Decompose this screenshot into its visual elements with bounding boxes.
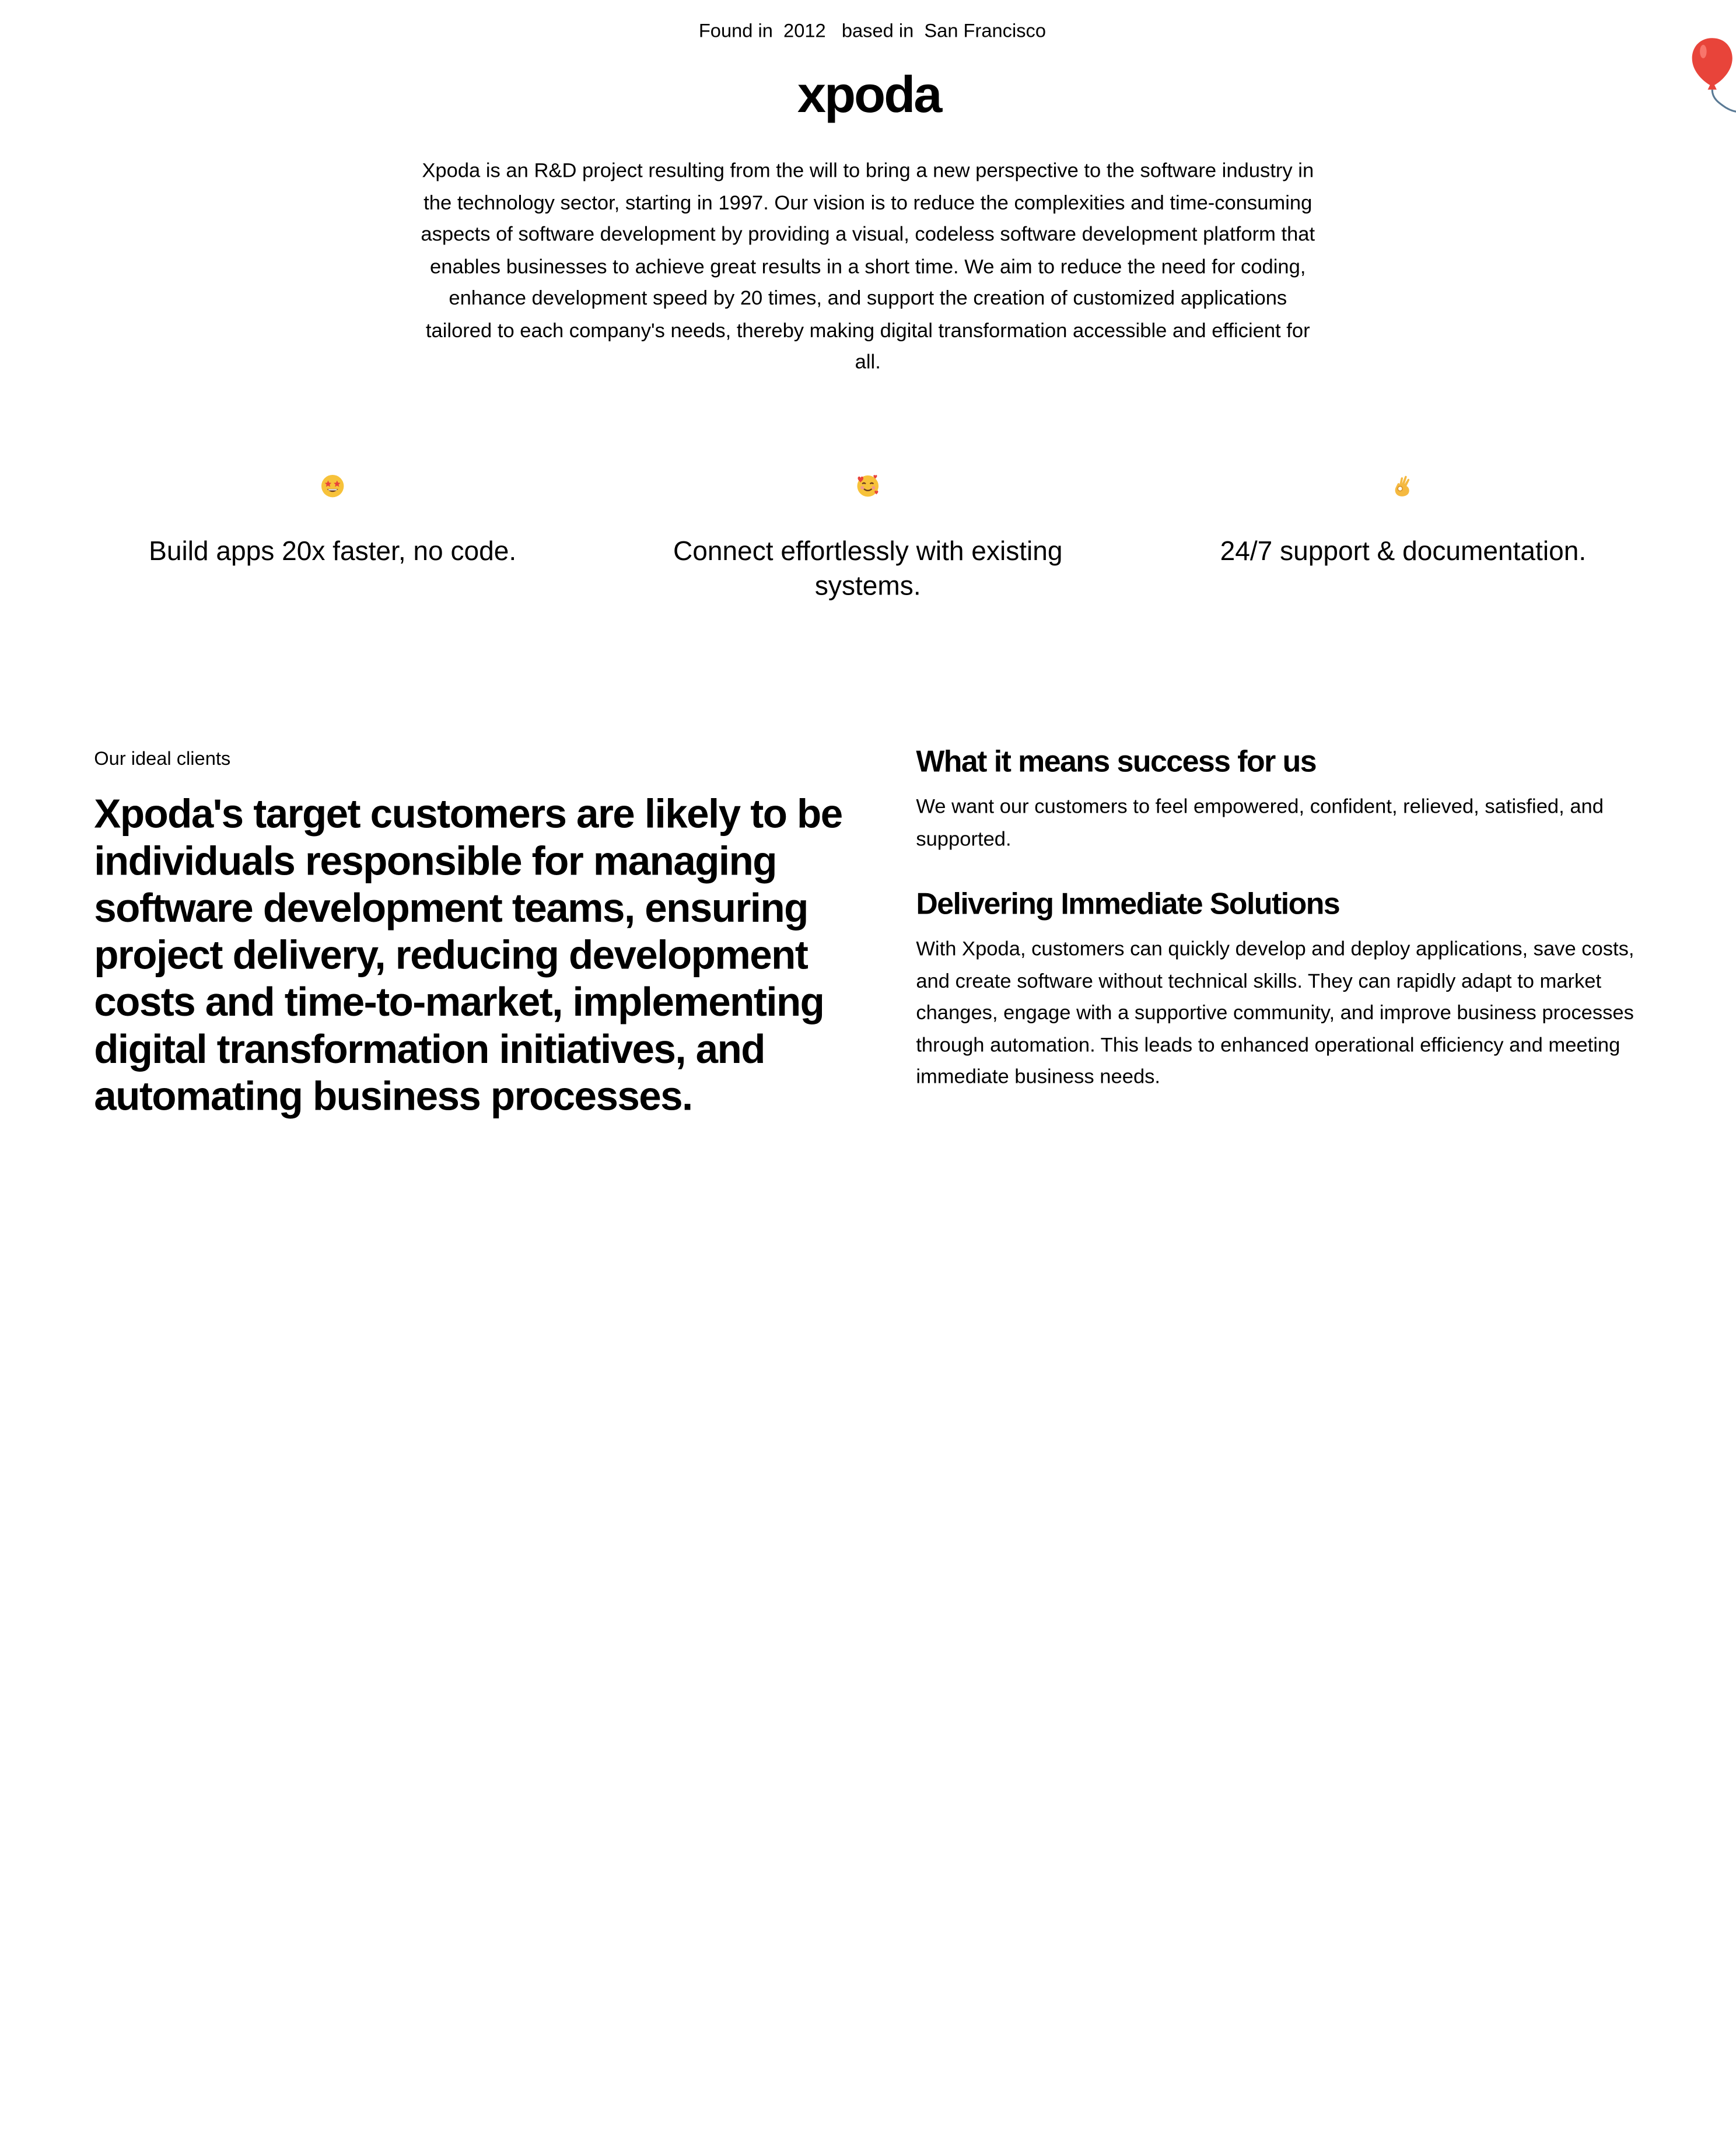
founded-label: Found in <box>698 20 773 42</box>
founded-year: 2012 <box>783 20 826 42</box>
based-label: based in <box>841 20 914 42</box>
feature-text: Build apps 20x faster, no code. <box>149 536 517 567</box>
feature-text: Connect effortlessly with existing systems. <box>673 536 1063 601</box>
city: San Francisco <box>924 20 1046 42</box>
star-struck-emoji-icon <box>320 474 345 498</box>
clients-headline: Xpoda's target customers are likely to be individuals responsible for managing software development teams, ensuring project delivery, reducing development costs and time-to-market, implementing digital transformation initiatives, and automating business processes. <box>94 791 842 1119</box>
founded-info <box>0 20 1736 43</box>
balloon-icon <box>1689 36 1736 116</box>
success-text: We want our customers to feel empowered, confident, relieved, satisfied, and supported. <box>916 795 1604 850</box>
smiling-face-with-hearts-emoji-icon <box>856 474 880 498</box>
feature-item <box>1168 474 1638 569</box>
solutions-heading: Delivering Immediate Solutions <box>916 887 1340 921</box>
ok-hand-emoji-icon <box>1391 474 1415 498</box>
feature-item <box>633 474 1103 604</box>
success-heading: What it means success for us <box>916 744 1317 779</box>
success-section <box>916 742 1655 1093</box>
solutions-text: With Xpoda, customers can quickly develop and deploy applications, save costs, and create software without technical skills. They can rapidly adapt to market changes, engage with a supportive community, and improve business processes through automation. This leads to enhanced operational efficiency and meeting immediate business needs. <box>916 937 1634 1088</box>
feature-item <box>97 474 568 569</box>
feature-text: 24/7 support & documentation. <box>1220 536 1587 567</box>
intro-paragraph: Xpoda is an R&D project resulting from the will to bring a new perspective to the software industry in the technology sector, starting in 1997. Our vision is to reduce the complexities and time-consuming aspects of software development by providing a visual, codeless software development platform that enables businesses to achieve great results in a short time. We aim to reduce the need for coding, enhance development speed by 20 times, and support the creation of customized applications tailored to each company's needs, thereby making digital transformation accessible and efficient for all. <box>421 159 1315 373</box>
clients-eyebrow: Our ideal clients <box>94 748 231 770</box>
brand-logo[interactable]: xpoda <box>797 65 941 124</box>
